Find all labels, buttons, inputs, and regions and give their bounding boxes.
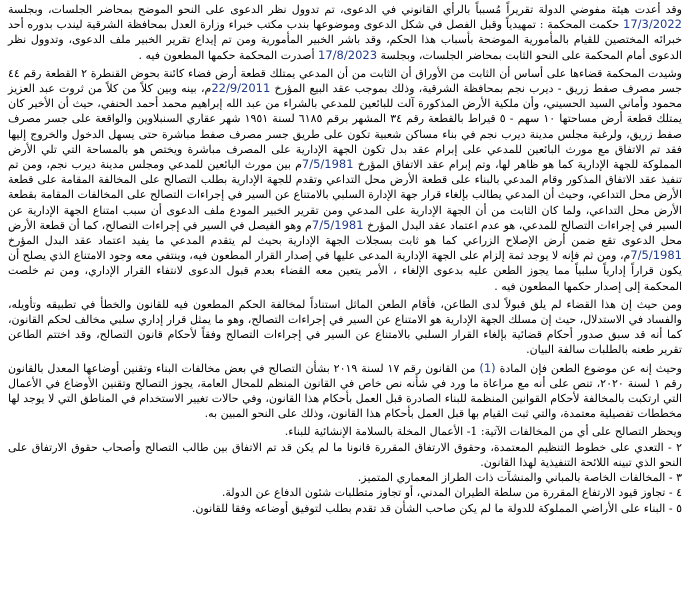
paragraph-4 <box>8 361 682 422</box>
paragraph-3: ومن حيث إن هذا القضاء لم يلق قبولاً لدى الطاعن، فأقام الطعن الماثل استناداً لمخالفة الحكم المطعون فيه للقانون والخطأ في تطبيقه وتأويله، والفساد في الاستدلال، حيث إن مسلك الجهة الإدارية هو الامتناع عن السير في إجراءات التصالح، وهو ما يمثل قرار إداري سلبي مخالف لحكم القانون، كما أنه قد سبق صدور أحكام قضائية بإلغاء القرار السلبي بالامتناع عن السير في إجراءات التصالح وفقاً لأحكام قانون التصالح، وقد اختتم الطاعن تقرير طعنه بالطلبات سالفة البيان. <box>8 297 682 357</box>
paragraph-text: وقد أعدت هيئة مفوضي الدولة تقريراً مُسبباً بالرأي القانوني في الدعوى، تم تدوول نظر الدعوى على النحو الموضح بمحاضر الجلسات، وبجلسة <box>8 3 682 16</box>
list-item: ٢ - التعدي على خطوط التنظيم المعتمدة، وحقوق الارتفاق المقررة قانونا ما لم يكن قد تم الاتفاق بين طالب التصالح وأصحاب حقوق الارتفاق على النحو الذي تبينه اللائحة التنفيذية لهذا القانون. <box>8 440 682 469</box>
paragraph-2 <box>8 66 682 294</box>
paragraph-text: وحيث إنه عن موضوع الطعن فإن المادة <box>495 361 682 375</box>
document-body <box>8 2 682 516</box>
paragraph-text: م بين مورث البائعين للمدعي ومجلس مدينة ديرب نجم، ومن تم تنفيذ عقد الاتفاق المذكور وقام المدعي بالبناء على قطعة الأرض محل التداعي وتقدم للجهة الإدارية بطلب التصالح على المخالفة المقامة على قطعة الأرض محل التداعي، وحيث أن المدعي يطالب بإلغاء قرار جهة الإدارة السلبي بالامتناع عن السير في إجراءات التصالح على المخالفات المقامة بقطعة الأرض محل التداعي، ولما كان الثابت من أن الجهة الإدارية على المدعي ومن تقرير الخبير المودع ملف الدعوى أن سبب امتناع الجهة الإدارية عن السير في إجراءات التصالح للمدعي، هو عدم اعتماد عقد البدل المؤرخ <box>8 158 682 232</box>
date-text: 22/9/2011 <box>211 81 271 96</box>
date-text: 7/5/1981 <box>630 248 682 263</box>
date-text: 17/8/2023 <box>318 47 378 62</box>
list-item: ٥ - البناء على الأراضي المملوكة للدولة ما لم يكن صاحب الشأن قد تقدم بطلب لتوفيق أوضاعه وفقا للقانون. <box>191 501 682 515</box>
date-text: 7/5/1981 <box>301 157 354 172</box>
date-text: 7/5/1981 <box>311 217 364 232</box>
paragraph-text: أصدرت المحكمة حكمها المطعون فيه . <box>138 48 319 62</box>
paragraph-text: وشيدت المحكمة قضاءها على أساس أن الثابت من الأوراق أن الثابت من أن المدعي يمتلك قطعة أرض فضاء كائنة بحوض القنطرة ٢ القطعة رقم ٤٤ جسر مصرف صفط زريق - ديرب نجم بمحافظة الشرقية، وذلك بموجب عقد البيع المؤرخ <box>8 66 682 96</box>
list-item: ٤ - تجاوز قيود الارتفاع المقررة من سلطة الطيران المدني، أو تجاوز متطلبات شئون الدفاع عن الدولة. <box>221 486 682 500</box>
list-item: ٣ - المخالفات الخاصة بالمباني والمنشآت ذات الطراز المعماري المتميز. <box>357 471 682 485</box>
paragraph-text: من القانون رقم ١٧ لسنة ٢٠١٩ بشأن التصالح في بعض مخالفات البناء وتقنين أوضاعها المعدل بالقانون رقم ١ لسنة ٢٠٢٠، تنص على أنه مع مراعاة ما ورد في شأنه نص خاص في القانون المنظم للمحال العامة، يجوز التصالح وتقنين الأوضاع في الأعمال التي ارتكبت بالمخالفة لأحكام القوانين المنظمة للبناء الصادرة قبل العمل بأحكام هذا القانون، وفي حالات تغيير الاستخدام في المناطق التي لا يوجد لها مخططات تفصيلية معتمدة، والتي ثبت القيام بها قبل العمل بأحكام هذا القانون، وذلك على النحو المبين به. <box>8 361 682 421</box>
list-item: ويحظر التصالح على أي من المخالفات الآتية: 1- الأعمال المخلة بالسلامة الإنشائية للبناء. <box>284 425 682 439</box>
paragraph-text: حكمت المحكمة : تمهيدياً وقبل الفصل في شكل الدعوى وموضوعها بندب مكتب خبراء وزارة العدل بمحافظة الشرقية ليندب بدوره أحد خبرائه المختصين للقيام بالمأمورية الموضحة بأسباب هذا الحكم، وقد باشر الخبير المأمورية ومن تم إيداع تقرير الخبير ملف الدعوى، وتدوول نظر الدعوى أمام المحكمة على النحو الثابت بمحاضر الجلسات، وبجلسة <box>8 18 682 62</box>
paragraph-text: م، بينه وبين كلاً من كلاً من ثروت عبد العزيز محمود وأماني السيد الحسيني، وأن ملكية الأرض المذكورة آلت للبائعين للمدعي بالشراء من عبد الله إبراهيم محمد أحمد الحنفي، حيث أن الأخير كان يمتلك قطعة أرض مساحتها ١٠ سهم - ٥ قيراط بالقطعة رقم ٣٤ المشهر برقم ٦١٨٥ لسنة ١٩٥١ شهر عقاري السنبلاوين والواقعة على جسر مصرف صفط زريق، ولرغبة مجلس مدينة ديرب نجم في بناء مساكن شعبية تكون على طريق جسر مصرف صفط مباشرة حتى يسهل الدخول والخروج إليها فقد تم الاتفاق مع مورث البائعين للمدعي على إبرام عقد بدل تكون الجهة الإدارية على المصرف مباشرة ويختص هو بالمساحة التي تلي الأرض المملوكة للجهة الإدارية كما هو ظاهر لها، وتم إبرام عقد الاتفاق المؤرخ <box>8 82 682 172</box>
paragraph-text: م وهو الفيصل في السير في إجراءات التصالح، كما أن قطعة الأرض محل الدعوى تقع ضمن أرض الإصلاح الزراعي كما هو ثابت بسجلات الجهة الإدارية بحيث لم يتقدم المدعي ما يفيد اعتماد عقد البدل المؤرخ <box>8 218 682 248</box>
paragraph-text: م، ومن ثم فإنه لا يوجد ثمة إلزام على الجهة الإدارية المدعى عليها في إصدار القرار المطعون فيه، وينتفي معه وجود الامتناع الذي يصلح أن يكون قراراً إدارياً سلبياً مما يجوز الطعن عليه بدعوى الإلغاء ، الأمر يتعين معه القضاء بعدم قبول الدعوى لانتفاء القرار الإداري، ومن تم خلصت المحكمة إلى إصدار حكمها المطعون فيه . <box>8 249 682 293</box>
paragraph-1 <box>8 2 682 63</box>
article-number: (1) <box>479 360 496 375</box>
date-text: 17/3/2022 <box>623 17 682 32</box>
prohibited-violations-list <box>8 424 682 515</box>
